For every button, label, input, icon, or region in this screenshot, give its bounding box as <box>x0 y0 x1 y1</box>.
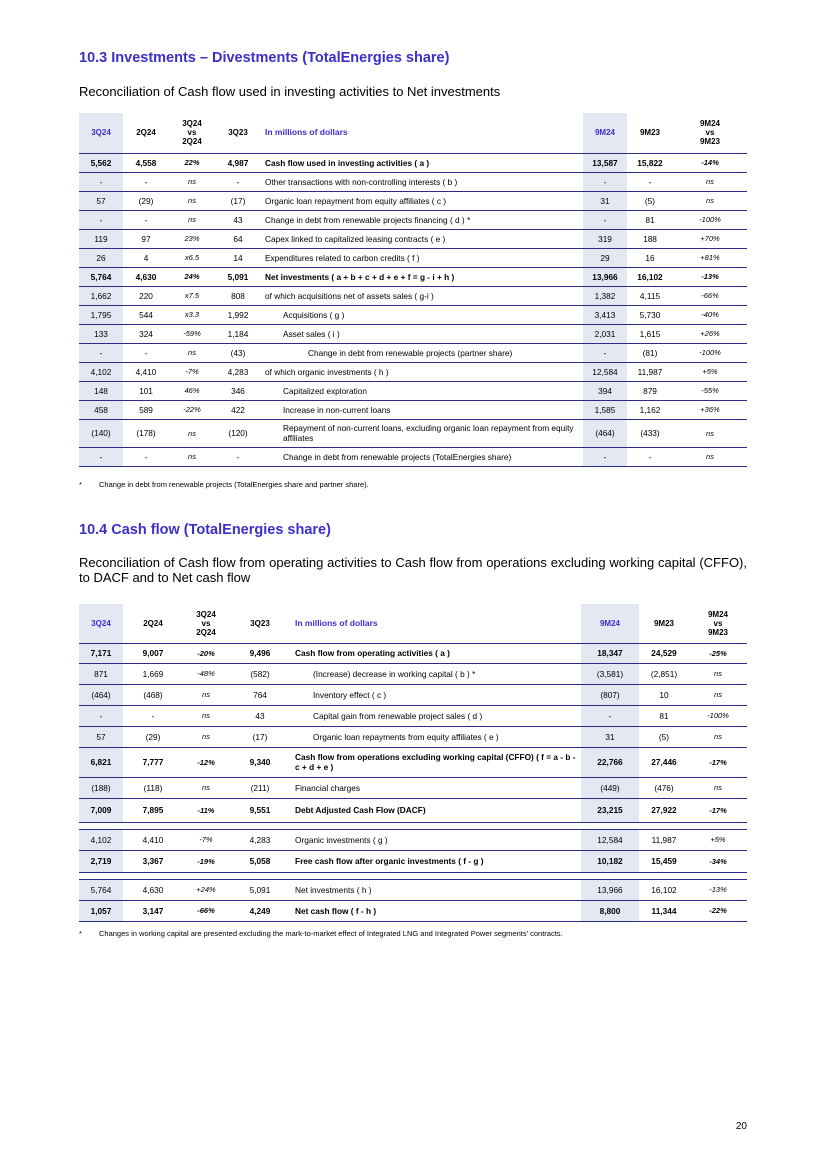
cell: -11% <box>197 805 215 815</box>
cell: (81) <box>642 347 658 358</box>
cell: 1,382 <box>583 286 627 305</box>
table-spacer <box>79 872 747 879</box>
row-label: Expenditures related to carbon credits ( f ) <box>265 252 420 263</box>
cell: 871 <box>79 663 123 684</box>
cell: (433) <box>640 428 660 438</box>
cell: +24% <box>196 885 216 894</box>
cell: ns <box>188 348 196 357</box>
cell: -66% <box>701 291 719 300</box>
cell: (3,581) <box>581 663 639 684</box>
table-row <box>79 381 747 400</box>
cell: 7,009 <box>79 798 123 822</box>
cell: (582) <box>250 668 270 679</box>
cell: 346 <box>231 385 245 396</box>
cell: 4,249 <box>249 905 271 916</box>
cell: (807) <box>581 684 639 705</box>
footnote-mark: * <box>79 480 82 489</box>
cell: (188) <box>79 777 123 798</box>
row-label: Repayment of non-current loans, excluding organic loan repayment from equity affiliates <box>283 423 574 443</box>
row-label: Other transactions with non-controlling interests ( b ) <box>265 176 458 187</box>
row-label: Net cash flow ( f - h ) <box>295 905 377 916</box>
cell: 46% <box>184 386 200 395</box>
cell: +5% <box>710 835 726 844</box>
table-row <box>79 362 747 381</box>
section-title-cash-flow: 10.4 Cash flow (TotalEnergies share) <box>79 522 331 538</box>
footnote-text: Change in debt from renewable projects (TotalEnergies share and partner share). <box>99 480 369 489</box>
cell: 2,719 <box>79 850 123 872</box>
cell: 422 <box>231 404 245 415</box>
cell: 5,562 <box>79 153 123 172</box>
cell: ns <box>202 732 210 741</box>
cell: +5% <box>702 367 718 376</box>
cell: (17) <box>230 195 246 206</box>
section-subtitle-cash-flow: Reconciliation of Cash flow from operating activities to Cash flow from operations excluding working capital (CFFO), to DACF and to Net cash flow <box>79 555 747 585</box>
cell: 1,669 <box>142 668 164 679</box>
col-header-label: In millions of dollars <box>295 617 378 628</box>
table-row <box>79 172 747 191</box>
cell: 2,031 <box>583 324 627 343</box>
cell: 3,147 <box>142 905 164 916</box>
cell: 24% <box>184 272 200 281</box>
cell: -17% <box>709 757 727 767</box>
cell: +70% <box>700 234 720 243</box>
table-header <box>79 604 747 643</box>
cell: (464) <box>79 684 123 705</box>
page-number: 20 <box>735 1121 747 1132</box>
cell: 5,764 <box>79 879 123 900</box>
cell: +26% <box>700 329 720 338</box>
cell: (468) <box>143 689 163 700</box>
cell: 544 <box>139 309 153 320</box>
cell: ns <box>188 452 196 461</box>
table-row <box>79 900 747 921</box>
table-row <box>79 726 747 747</box>
cell: 764 <box>253 689 267 700</box>
row-label: Net investments ( a + b + c + d + e + f = g - i + h ) <box>265 271 455 282</box>
cell: -20% <box>197 648 215 658</box>
col-header-2q24: 2Q24 <box>136 128 156 138</box>
row-label: Financial charges <box>295 782 361 793</box>
cell: -100% <box>699 215 721 224</box>
table-row <box>79 747 747 777</box>
cell: +36% <box>700 405 720 414</box>
table-row <box>79 684 747 705</box>
cell: - <box>583 343 627 362</box>
cell: 1,615 <box>639 328 661 339</box>
cell: 1,662 <box>79 286 123 305</box>
row-label: Capitalized exploration <box>283 385 367 396</box>
cell: 7,171 <box>79 643 123 663</box>
table-row <box>79 229 747 248</box>
cell: - <box>648 451 652 462</box>
col-header-3q23: 3Q23 <box>228 128 248 138</box>
table-row <box>79 798 747 822</box>
cell: ns <box>188 215 196 224</box>
cell: 5,058 <box>249 856 271 866</box>
table-row <box>79 210 747 229</box>
cell: 879 <box>643 385 657 396</box>
footnote-cash-flow <box>79 929 563 938</box>
cell: x7.5 <box>184 291 200 300</box>
cell: 7,895 <box>142 805 164 815</box>
cell: 4,987 <box>227 157 249 168</box>
cell: - <box>583 210 627 229</box>
row-label: Debt Adjusted Cash Flow (DACF) <box>295 805 426 815</box>
cell: - <box>79 172 123 191</box>
cell: ns <box>714 669 722 678</box>
cell: - <box>581 705 639 726</box>
col-header-9m23: 9M23 <box>653 618 674 628</box>
cell: - <box>151 710 155 721</box>
table-row <box>79 447 747 466</box>
col-header-label: In millions of dollars <box>265 127 348 138</box>
cell: ns <box>202 783 210 792</box>
table-row <box>79 343 747 362</box>
col-header-9m24-vs-9m23: 9M24 vs 9M23 <box>707 609 728 637</box>
cell: 15,459 <box>651 856 677 866</box>
cell: 188 <box>643 233 657 244</box>
col-header-3q23: 3Q23 <box>250 618 270 628</box>
cell: ns <box>706 177 714 186</box>
cell: x3.3 <box>184 310 200 319</box>
cell: 43 <box>233 214 243 225</box>
cell: 7,777 <box>142 757 164 767</box>
cell: (5) <box>658 731 670 742</box>
table-row <box>79 663 747 684</box>
cell: 10 <box>659 689 669 700</box>
cell: 3,367 <box>142 856 164 866</box>
cell: 4,410 <box>135 366 157 377</box>
cell: -7% <box>199 835 213 844</box>
table-row <box>79 324 747 343</box>
row-label: Asset sales ( i ) <box>283 328 340 339</box>
cell: 5,764 <box>79 267 123 286</box>
cell: (118) <box>143 782 163 793</box>
row-label: Inventory effect ( c ) <box>313 689 387 700</box>
table-row <box>79 305 747 324</box>
table-row <box>79 705 747 726</box>
cell: 3,413 <box>583 305 627 324</box>
row-label: Net investments ( h ) <box>295 884 372 895</box>
table-row <box>79 643 747 663</box>
cell: 1,162 <box>639 404 661 415</box>
cell: ns <box>714 783 722 792</box>
col-header-3q24-vs-2q24: 3Q24 vs 2Q24 <box>196 609 216 637</box>
cell: 11,987 <box>651 834 677 845</box>
cell: (17) <box>252 731 268 742</box>
cell: 1,057 <box>79 900 123 921</box>
cell: -100% <box>699 348 721 357</box>
cell: 27,446 <box>651 757 677 767</box>
col-header-3q24-vs-2q24: 3Q24 vs 2Q24 <box>182 119 202 147</box>
cell: 4,102 <box>79 829 123 850</box>
cell: (211) <box>250 782 270 793</box>
table-row <box>79 153 747 172</box>
footnote-investments <box>79 480 369 489</box>
cell: 9,340 <box>249 757 271 767</box>
cell: 148 <box>79 381 123 400</box>
cell: 4,630 <box>142 884 164 895</box>
cell: -66% <box>197 906 215 915</box>
cell: (43) <box>230 347 246 358</box>
cell: 11,987 <box>637 366 663 377</box>
col-header-9m24: 9M24 <box>581 604 639 643</box>
cell: 31 <box>583 191 627 210</box>
cell: -13% <box>709 885 727 894</box>
cell: 589 <box>139 404 153 415</box>
cell: - <box>583 447 627 466</box>
cell: - <box>648 176 652 187</box>
cell: 4,410 <box>142 834 164 845</box>
table-spacer <box>79 822 747 829</box>
cell: ns <box>202 711 210 720</box>
cell: -34% <box>709 856 727 866</box>
cell: 24,529 <box>651 648 677 658</box>
cell: - <box>144 176 148 187</box>
cell: x6.5 <box>184 253 200 262</box>
cell: 13,587 <box>583 153 627 172</box>
cell: 13,966 <box>581 879 639 900</box>
cell: 16,102 <box>651 884 677 895</box>
cell: (120) <box>228 428 248 438</box>
cell: ns <box>714 690 722 699</box>
cell: ns <box>706 452 714 461</box>
row-label: Capex linked to capitalized leasing contracts ( e ) <box>265 233 446 244</box>
cell: 4 <box>143 252 149 263</box>
cell: 9,007 <box>142 648 164 658</box>
cell: -19% <box>197 856 215 866</box>
cell: 12,584 <box>581 829 639 850</box>
cell: ns <box>188 177 196 186</box>
cell: 133 <box>79 324 123 343</box>
cell: 12,584 <box>583 362 627 381</box>
cell: - <box>79 447 123 466</box>
cell: - <box>144 451 148 462</box>
table-row <box>79 248 747 267</box>
cell: 4,558 <box>135 157 157 168</box>
row-label: Cash flow from operations excluding working capital (CFFO) ( f = a - b - c + d + e ) <box>295 752 576 772</box>
cell: (464) <box>583 419 627 447</box>
cell: 4,102 <box>79 362 123 381</box>
cell: (178) <box>136 428 156 438</box>
col-header-2q24: 2Q24 <box>143 618 163 628</box>
cell: (5) <box>644 195 656 206</box>
cell: -12% <box>197 757 215 767</box>
cell: 16 <box>645 252 655 263</box>
cell: -22% <box>709 906 727 915</box>
table-row <box>79 419 747 447</box>
investments-table <box>79 113 747 467</box>
cell: 64 <box>233 233 243 244</box>
col-header-9m24-vs-9m23: 9M24 vs 9M23 <box>699 119 720 147</box>
col-header-9m24: 9M24 <box>583 113 627 153</box>
footnote-text: Changes in working capital are presented excluding the mark-to-market effect of Integrated LNG and Integrated Power segments' contracts. <box>99 929 563 938</box>
cell: 22% <box>184 158 200 167</box>
cell: -22% <box>183 405 201 414</box>
cell: 4,283 <box>227 366 249 377</box>
row-label: Change in debt from renewable projects (TotalEnergies share) <box>283 451 512 462</box>
cell: (476) <box>654 782 674 793</box>
cell: (449) <box>581 777 639 798</box>
cell: 4,115 <box>639 290 661 301</box>
table-row <box>79 850 747 872</box>
cell: +81% <box>700 253 720 262</box>
cell: -48% <box>197 669 215 678</box>
cell: 101 <box>139 385 153 396</box>
row-label: Free cash flow after organic investments ( f - g ) <box>295 856 484 866</box>
col-header-3q24: 3Q24 <box>79 113 123 153</box>
cell: -7% <box>185 367 199 376</box>
cell: 26 <box>79 248 123 267</box>
cell: 43 <box>255 710 265 721</box>
cell: 9,551 <box>249 805 271 815</box>
cell: - <box>79 343 123 362</box>
row-label: Organic loan repayment from equity affiliates ( c ) <box>265 195 447 206</box>
row-label: Change in debt from renewable projects (partner share) <box>308 347 513 358</box>
row-label: Organic investments ( g ) <box>295 834 388 845</box>
cell: (140) <box>79 419 123 447</box>
cell: -25% <box>709 648 727 658</box>
cell: - <box>79 210 123 229</box>
cell: (2,851) <box>650 668 678 679</box>
cell: 27,922 <box>651 805 677 815</box>
cell: -100% <box>707 711 729 720</box>
cell: 324 <box>139 328 153 339</box>
cell: - <box>144 214 148 225</box>
cell: 31 <box>581 726 639 747</box>
table-row <box>79 267 747 286</box>
cell: 11,344 <box>651 905 677 916</box>
cell: ns <box>706 428 714 438</box>
cell: 81 <box>659 710 669 721</box>
cell: 458 <box>79 400 123 419</box>
row-label: Cash flow from operating activities ( a ) <box>295 648 450 658</box>
table-row <box>79 829 747 850</box>
cell: 4,283 <box>249 834 271 845</box>
cell: 23,215 <box>581 798 639 822</box>
row-label: Acquisitions ( g ) <box>283 309 345 320</box>
row-label: Organic loan repayments from equity affiliates ( e ) <box>313 731 499 742</box>
cell: 14 <box>233 252 243 263</box>
cell: 319 <box>583 229 627 248</box>
cell: 57 <box>79 191 123 210</box>
cell: ns <box>188 428 196 438</box>
cell: -55% <box>701 386 719 395</box>
cell: 1,585 <box>583 400 627 419</box>
cell: 5,730 <box>639 309 661 320</box>
cell: 1,795 <box>79 305 123 324</box>
cell: ns <box>714 732 722 741</box>
cell: - <box>583 172 627 191</box>
cell: 9,496 <box>249 648 271 658</box>
cell: 97 <box>141 233 151 244</box>
cell: 18,347 <box>581 643 639 663</box>
row-label: Increase in non-current loans <box>283 404 391 415</box>
cell: 10,182 <box>581 850 639 872</box>
cell: 22,766 <box>581 747 639 777</box>
cell: - <box>236 451 240 462</box>
cell: 57 <box>79 726 123 747</box>
cell: 5,091 <box>227 271 249 282</box>
cell: (29) <box>138 195 154 206</box>
cell: - <box>144 347 148 358</box>
table-row <box>79 400 747 419</box>
cell: -14% <box>701 158 719 167</box>
cell: -59% <box>183 329 201 338</box>
cell: 8,800 <box>581 900 639 921</box>
col-header-3q24: 3Q24 <box>79 604 123 643</box>
table-row <box>79 879 747 900</box>
cell: 29 <box>583 248 627 267</box>
cell: - <box>79 705 123 726</box>
cash-flow-table <box>79 604 747 922</box>
cell: -40% <box>701 310 719 319</box>
col-header-9m23: 9M23 <box>639 128 660 138</box>
footnote-mark: * <box>79 929 82 938</box>
cell: -13% <box>701 272 719 281</box>
cell: (29) <box>145 731 161 742</box>
cell: ns <box>706 196 714 205</box>
cell: - <box>236 176 240 187</box>
cell: 4,630 <box>135 271 157 282</box>
cell: 1,992 <box>227 309 249 320</box>
cell: 6,821 <box>79 747 123 777</box>
row-label: Capital gain from renewable project sales ( d ) <box>313 710 483 721</box>
table-row <box>79 286 747 305</box>
cell: 23% <box>184 234 200 243</box>
cell: 16,102 <box>637 271 663 282</box>
row-label: of which acquisitions net of assets sales ( g-i ) <box>265 290 434 301</box>
cell: 5,091 <box>249 884 271 895</box>
cell: 220 <box>139 290 153 301</box>
cell: 13,966 <box>583 267 627 286</box>
row-label: of which organic investments ( h ) <box>265 366 389 377</box>
cell: 808 <box>231 290 245 301</box>
cell: 15,822 <box>637 157 663 168</box>
cell: 394 <box>583 381 627 400</box>
table-row <box>79 191 747 210</box>
cell: ns <box>202 690 210 699</box>
section-subtitle-investments: Reconciliation of Cash flow used in investing activities to Net investments <box>79 84 501 99</box>
cell: 119 <box>79 229 123 248</box>
section-title-investments: 10.3 Investments – Divestments (TotalEnergies share) <box>79 50 450 66</box>
row-label: Change in debt from renewable projects financing ( d ) * <box>265 214 471 225</box>
cell: 1,184 <box>227 328 249 339</box>
table-row <box>79 777 747 798</box>
cell: ns <box>188 196 196 205</box>
row-label: Cash flow used in investing activities ( a ) <box>265 157 430 168</box>
cell: -17% <box>709 805 727 815</box>
table-header <box>79 113 747 153</box>
cell: 81 <box>645 214 655 225</box>
row-label: (Increase) decrease in working capital ( b ) * <box>313 668 476 679</box>
